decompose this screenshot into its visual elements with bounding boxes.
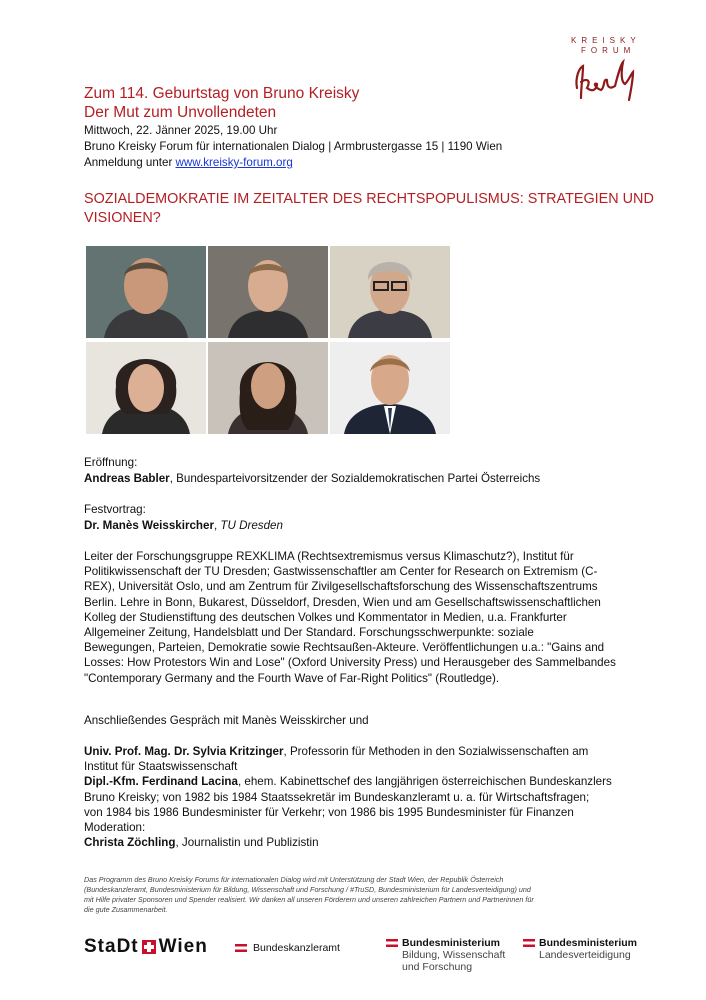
- opening-speaker-name: Andreas Babler: [84, 472, 170, 485]
- panelist-2-desc-a: , ehem. Kabinettschef des langjährigen österreichischen Bundeskanzlers: [237, 775, 612, 789]
- sponsor-bmbwf-line-1: Bundesministerium: [402, 937, 501, 949]
- opening-speaker-desc: , Bundesparteivorsitzender der Sozialdemokratischen Partei Österreichs: [169, 472, 541, 485]
- sponsor-bka: [235, 942, 340, 954]
- sponsor-bmlv: [523, 937, 637, 961]
- panelist-2-desc-b: Bruno Kreisky; von 1982 bis 1984 Staatssekretär im Bundeskanzleramt u. a. für Wirtschaftsfragen;: [84, 790, 590, 804]
- registration-prefix: Anmeldung unter: [84, 156, 176, 169]
- bio-line: "Contemporary Germany and the Fourth Wave of Far-Right Politics" (Routledge).: [84, 671, 500, 685]
- sponsor-bmbwf: [386, 937, 505, 973]
- keynote-speaker-affiliation: TU Dresden: [220, 519, 283, 532]
- opening-speaker: [84, 471, 644, 486]
- panelist-2-desc-c: von 1984 bis 1986 Bundesminister für Verkehr; von 1986 bis 1995 Bundesminister für Finanzen: [84, 805, 574, 819]
- footer-line: die gute Zusammenarbeit.: [84, 905, 168, 914]
- photo-portrait-3: [330, 246, 450, 338]
- bio-line: Allgemeiner Zeitung, Handelsblatt und Der Standard. Forschungsschwerpunkte: soziale: [84, 626, 534, 640]
- kreisky-forum-logo: [571, 36, 661, 106]
- moderator: [84, 835, 684, 850]
- keynote-speaker: Dr. Manès Weisskircher, TU Dresden: [84, 519, 283, 532]
- bio-line: Losses: How Protestors Win and Lose" (Oxford University Press) und Herausgeber des Sammelbandes: [84, 656, 616, 670]
- sponsor-stadt-wien: [84, 936, 208, 958]
- footer-note: [84, 875, 664, 915]
- photo-portrait-2: [208, 246, 328, 338]
- austria-flag-icon: [386, 939, 398, 947]
- photo-portrait-4: [86, 342, 206, 434]
- keynote-label: Festvortrag:: [84, 503, 146, 516]
- header-line-2: Der Mut zum Unvollendeten: [84, 104, 277, 121]
- sponsor-bmbwf-line-2: Bildung, Wissenschaft: [402, 949, 506, 961]
- sponsor-bmlv-line-1: Bundesministerium: [539, 937, 638, 949]
- bio-line: Leiter der Forschungsgruppe REXKLIMA (Rechtsextremismus versus Klimaschutz?), Institut für: [84, 550, 574, 563]
- sponsor-bka-label: Bundeskanzleramt: [253, 942, 340, 954]
- austria-flag-icon: [235, 944, 247, 952]
- photo-portrait-5: [208, 342, 328, 434]
- event-title: SOZIALDEMOKRATIE IM ZEITALTER DES RECHTSPOPULISMUS: STRATEGIEN UND VISIONEN?: [84, 191, 654, 226]
- bio-line: Bewegungen, Parteien, Demokratie sowie Rechtsaußen-Akteure. Veröffentlichungen u.a.: "Gains and: [84, 641, 605, 655]
- bio-line: Kolleg der Studienstiftung des deutschen Volkes und Kommentator in Medien, u.a. Frankfurter: [84, 610, 567, 624]
- panelist-1-desc-a: , Professorin für Methoden in den Sozialwissenschaften am: [283, 745, 589, 758]
- logo-line-1: KREISKY: [571, 36, 641, 45]
- footer-line: mit Hilfe privater Sponsoren und Spender realisiert. Wir danken all unseren Förderern und unseren zahlreichen Partnern und Partnerinnen für: [84, 895, 534, 904]
- moderator-desc: , Journalistin und Publizistin: [175, 836, 319, 850]
- header-line-1: Zum 114. Geburtstag von Bruno Kreisky: [84, 85, 360, 102]
- sponsor-wien-part-b: Wien: [158, 936, 208, 957]
- photo-portrait-1: [86, 246, 206, 338]
- discussion-intro: Anschließendes Gespräch mit Manès Weisskircher und: [84, 714, 369, 727]
- bio-line: REX), Universität Oslo, und am Zentrum für Zivilgesellschaftsforschung des Wissenschaftszentrums: [84, 580, 598, 594]
- signature-icon: [571, 58, 651, 104]
- logo-line-2: FORUM: [581, 46, 636, 55]
- photo-portrait-6: [330, 342, 450, 434]
- sponsor-bmbwf-line-3: und Forschung: [402, 961, 473, 973]
- bio-line: Politikwissenschaft der TU Dresden; Gastwissenschaftler am Center for Research on Extremism (C-: [84, 565, 598, 579]
- footer-line: Das Programm des Bruno Kreisky Forums für internationalen Dialog wird mit Unterstützung der Stadt Wien, der Republik Österreich: [84, 875, 504, 884]
- event-venue: Bruno Kreisky Forum für internationalen Dialog | Armbrustergasse 15 | 1190 Wien: [84, 140, 503, 153]
- panelist-1-desc-b: Institut für Staatswissenschaft: [84, 760, 238, 774]
- panelist-2-name: Dipl.-Kfm. Ferdinand Lacina: [84, 775, 238, 789]
- moderator-name: Christa Zöchling: [84, 836, 176, 850]
- panelist-1-name: Univ. Prof. Mag. Dr. Sylvia Kritzinger: [84, 745, 284, 758]
- austria-flag-icon: [523, 939, 535, 947]
- sponsor-bmlv-line-2: Landesverteidigung: [539, 949, 631, 961]
- event-date: Mittwoch, 22. Jänner 2025, 19.00 Uhr: [84, 124, 278, 137]
- footer-line: (Bundeskanzleramt, Bundesministerium für Bildung, Wissenschaft und Forschung / #TruSD, Bundesministerium für Landesverteidigung) und: [84, 885, 531, 894]
- discussion-panel: [84, 744, 684, 850]
- registration: [84, 155, 293, 170]
- moderation-label: Moderation:: [84, 821, 146, 835]
- registration-link[interactable]: www.kreisky-forum.org: [175, 156, 293, 169]
- wien-flag-icon: [142, 940, 156, 954]
- opening-label: Eröffnung:: [84, 456, 138, 469]
- keynote-bio: [84, 549, 664, 686]
- panelist-2: [84, 774, 684, 789]
- sponsor-wien-part-a: StaDt: [84, 936, 139, 957]
- panelist-1: [84, 744, 684, 759]
- keynote-speaker-name: Dr. Manès Weisskircher: [84, 519, 214, 532]
- bio-line: Berlin. Lehre in Bonn, Bukarest, Düsseldorf, Dresden, Wien und am Gesellschaftswissenschaftlichen: [84, 595, 601, 609]
